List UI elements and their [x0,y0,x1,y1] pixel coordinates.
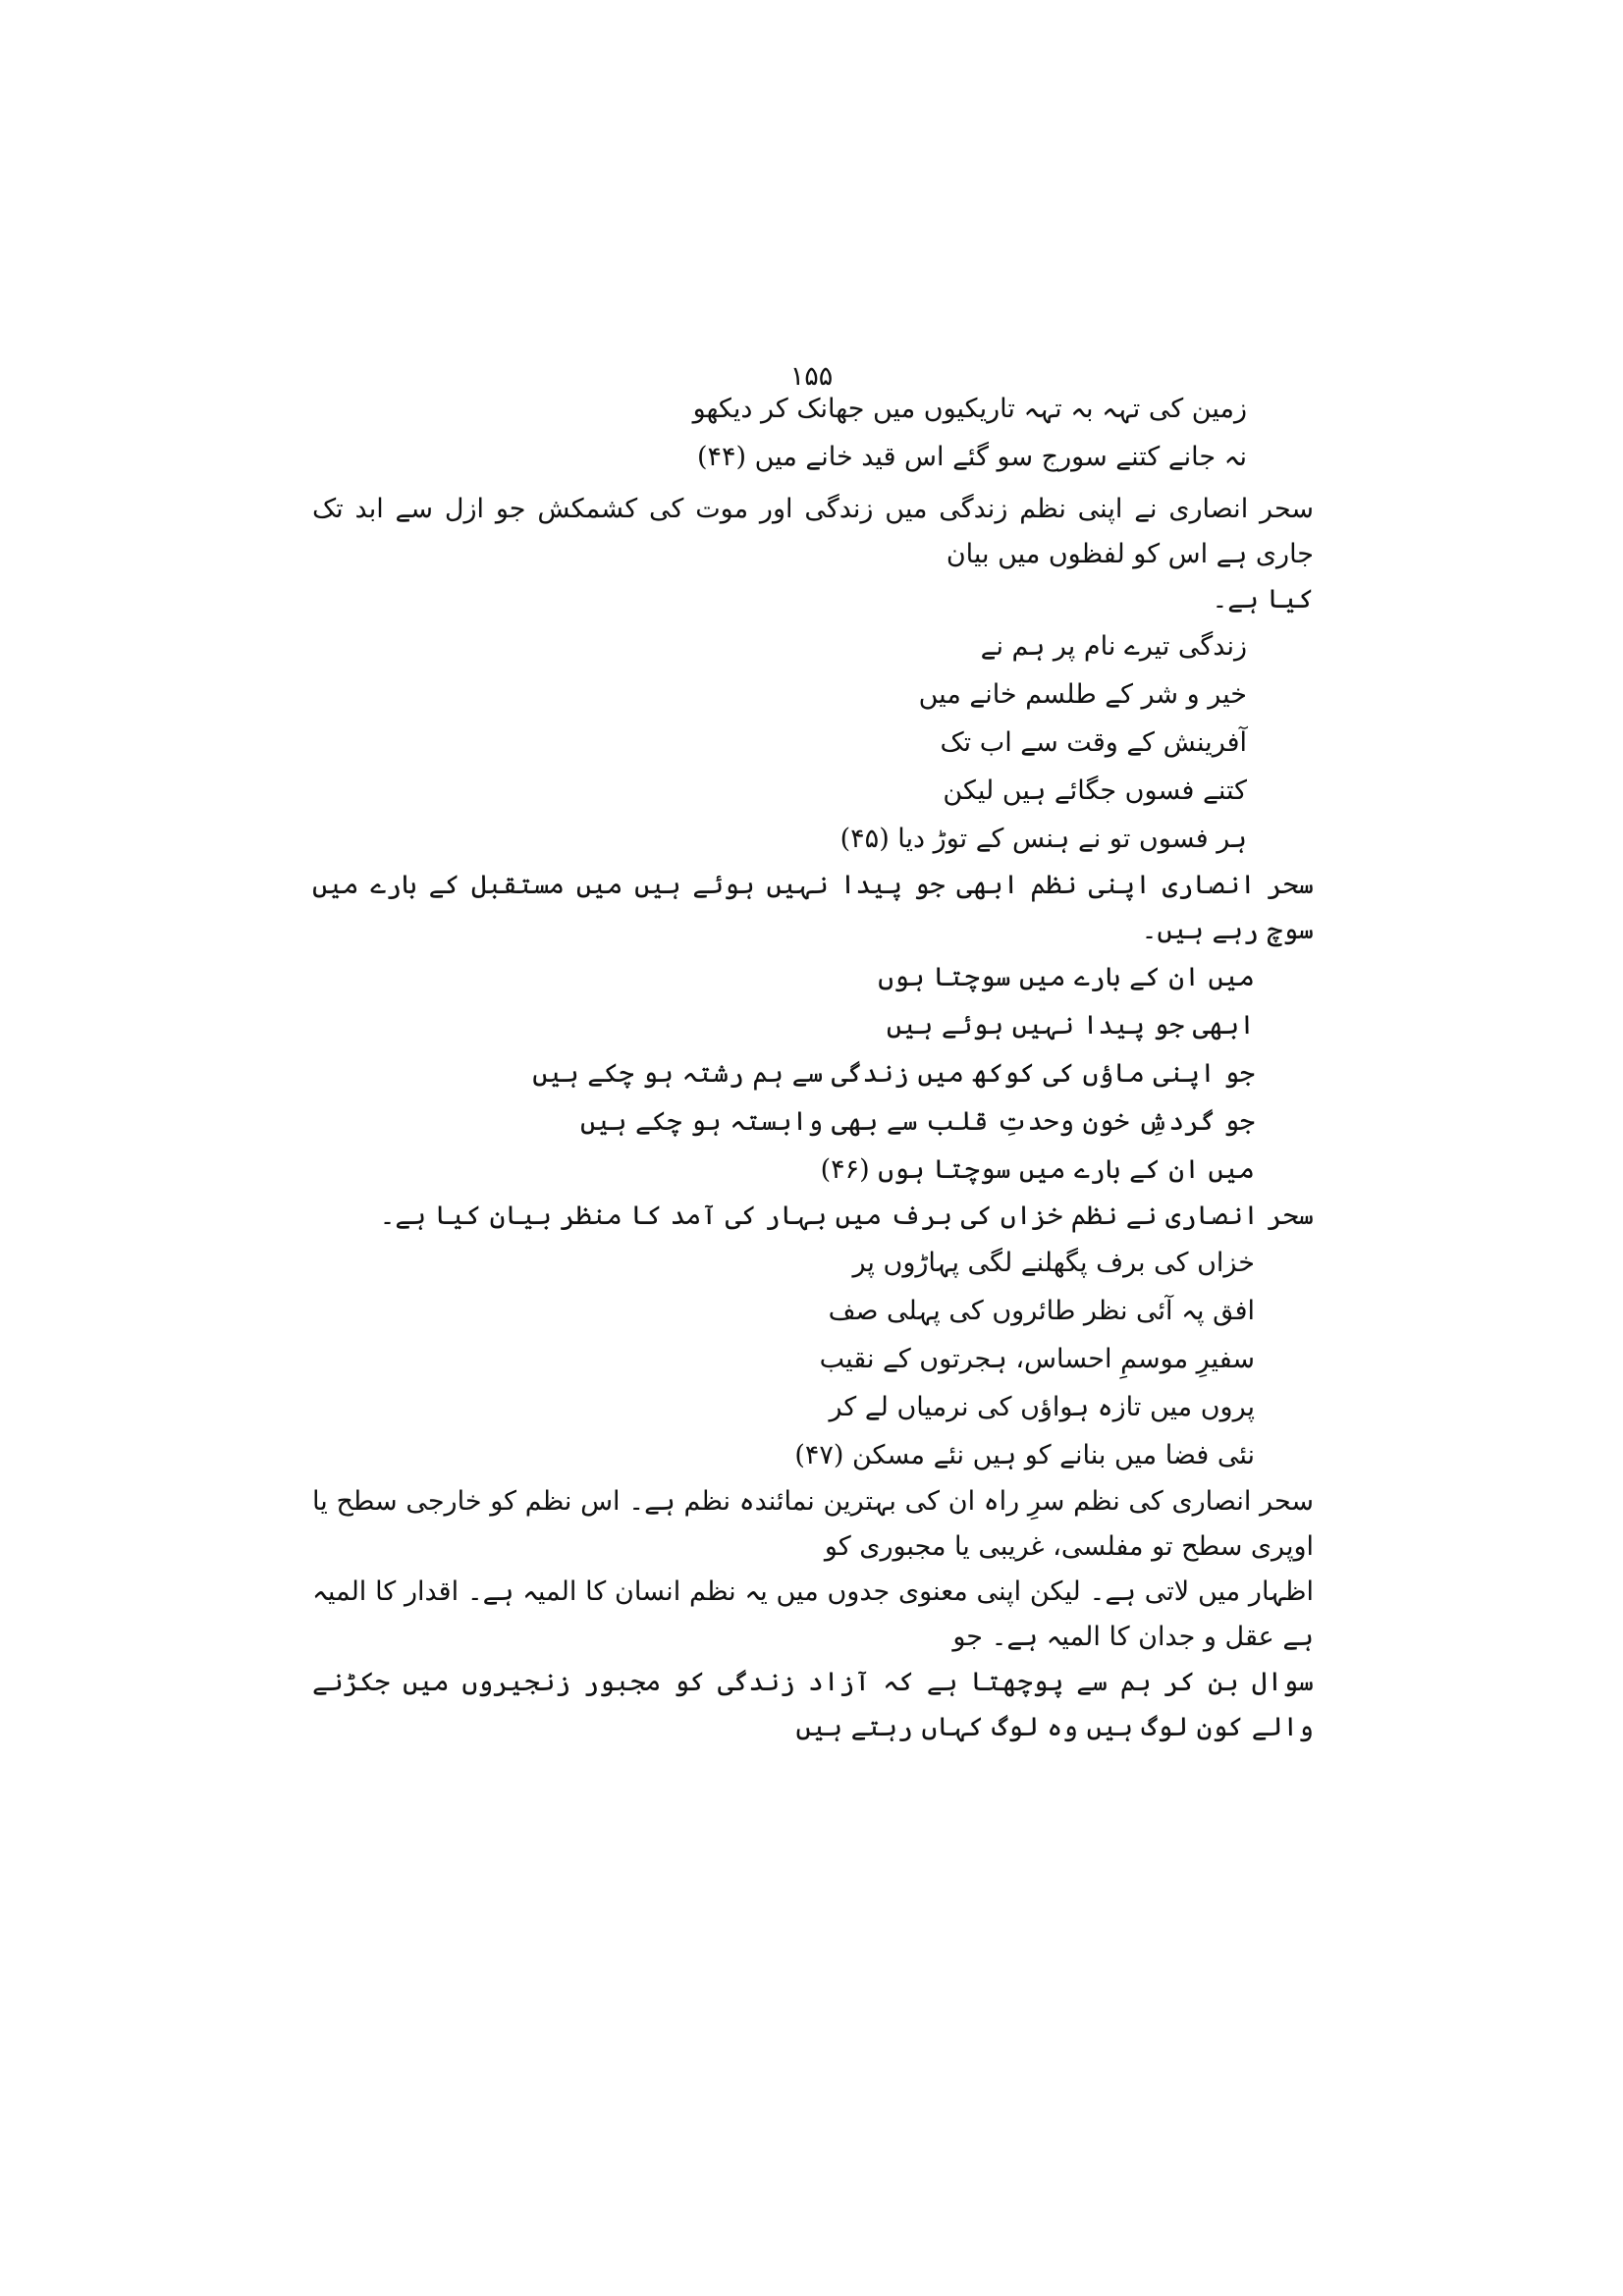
verse-line: پروں میں تازہ ہواؤں کی نرمیاں لے کر [829,1392,1255,1422]
verse-line: نئی فضا میں بنانے کو ہیں نئے مسکن (۴۷) [794,1440,1255,1470]
verse-line: نہ جانے کتنے سورج سو گئے اس قید خانے میں (۴۴) [696,442,1247,472]
verse-line: خیر و شر کے طلسم خانے میں [918,679,1247,710]
verse-line: میں ان کے بارے میں سوچتا ہوں [878,962,1255,992]
verse-line: خزاں کی برف پگھلنے لگی پہاڑوں پر [852,1248,1255,1278]
verse-line: آفرینش کے وقت سے اب تک [940,727,1247,758]
prose-line: سحر انصاری اپنی نظم ابھی جو پیدا نہیں ہوئے ہیں میں مستقبل کے بارے میں سوچ رہے ہیں۔ [312,870,1314,945]
verse-line: جو اپنی ماؤں کی کوکھ میں زندگی سے ہم رشتہ ہو چکے ہیں [532,1058,1255,1089]
verse-line: زمین کی تہہ بہ تہہ تاریکیوں میں جھانک کر دیکھو [692,394,1247,424]
paragraph-sar-e-rah [312,1479,1314,1750]
prose-line: اظہار میں لاتی ہے۔ لیکن اپنی معنوی جدوں میں یہ نظم انسان کا المیہ ہے۔ اقدار کا المیہ ہے عقل و جدان کا المیہ ہے۔ جو [312,1576,1314,1652]
paragraph-abhi-jo-intro [312,863,1314,953]
poem-abhi-jo [312,953,1314,1194]
verse-line: سفیرِ موسمِ احساس، ہجرتوں کے نقیب [819,1344,1255,1374]
verse-line: افق پہ آئی نظر طائروں کی پہلی صف [828,1296,1255,1326]
opening-verse-block [312,385,1314,481]
prose-line: سحر انصاری کی نظم سرِ راہ ان کی بہترین نمائندہ نظم ہے۔ اس نظم کو خارجی سطح یا اوپری سطح تو مفلسی، غریبی یا مجبوری کو [312,1486,1314,1562]
page-number: ۱۵۵ [789,361,834,392]
prose-line: کیا ہے۔ [1212,584,1314,614]
paragraph-zindagi-intro [312,487,1314,622]
verse-line: کتنے فسوں جگائے ہیں لیکن [943,775,1247,806]
verse-line: جو گردشِ خون وحدتِ قلب سے بھی وابستہ ہو چکے ہیں [580,1106,1255,1137]
prose-line: سحر انصاری نے اپنی نظم زندگی میں زندگی اور موت کی کشمکش جو ازل سے ابد تک جاری ہے اس کو لفظوں میں بیان [312,494,1314,569]
poem-khizan [312,1239,1314,1479]
verse-line: زندگی تیرے نام پر ہم نے [980,631,1247,662]
verse-line: میں ان کے بارے میں سوچتا ہوں (۴۶) [820,1154,1255,1185]
prose-line: سوال بن کر ہم سے پوچھتا ہے کہ آزاد زندگی کو مجبور زنجیروں میں جکڑنے والے کون لوگ ہیں وہ لوگ کہاں رہتے ہیں [312,1667,1314,1742]
prose-line: سحر انصاری نے نظم خزاں کی برف میں بہار کی آمد کا منظر بیان کیا ہے۔ [379,1201,1314,1231]
paragraph-khizan-intro [312,1194,1314,1239]
page-content [312,385,1314,1750]
poem-zindagi [312,622,1314,863]
verse-line: ہر فسوں تو نے ہنس کے توڑ دیا (۴۵) [839,824,1247,854]
verse-line: ابھی جو پیدا نہیں ہوئے ہیں [886,1010,1255,1041]
